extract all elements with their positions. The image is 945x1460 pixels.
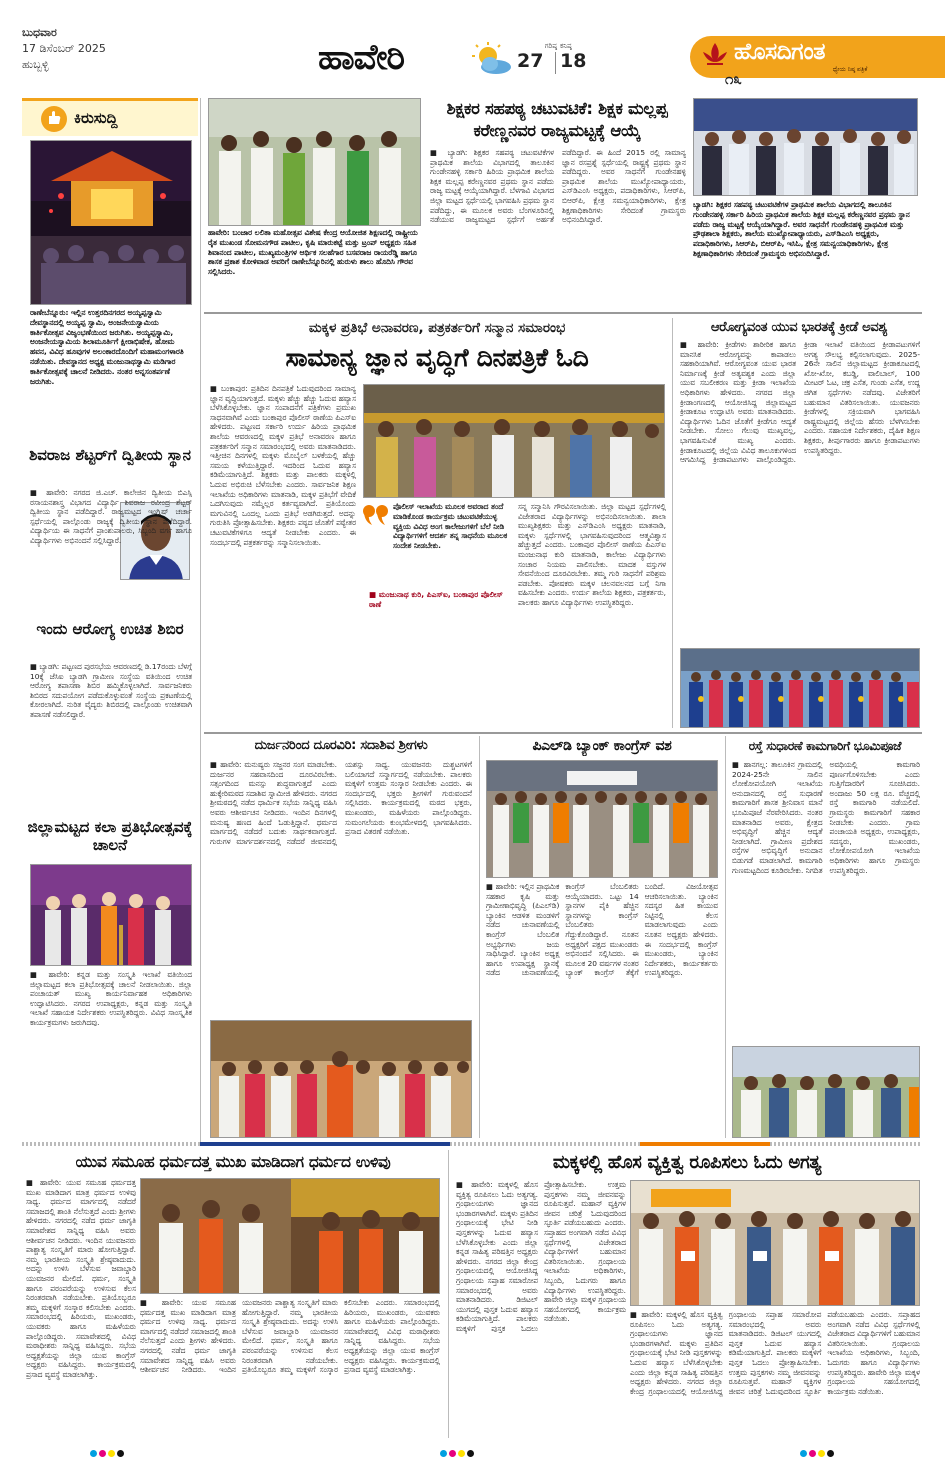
registration-dots-mid xyxy=(440,1442,476,1460)
registration-dots-left xyxy=(90,1442,126,1460)
quote-box xyxy=(363,502,513,612)
mid-headline: ಸಾಮಾನ್ಯ ಜ್ಞಾನ ವೃದ್ಧಿಗೆ ದಿನಪತ್ರಿಕೆ ಓದಿ xyxy=(285,343,589,372)
teacher-headline: ಶಿಕ್ಷಕರ ಸಹಪಠ್ಯ ಚಟುವಟಿಕೆ: ಶಿಕ್ಷಕ ಮಲ್ಲಪ್ಪ ಕರೇಣ್ಣನವರ ರಾಜ್ಯಮಟ್ಟಕ್ಕೆ ಆಯ್ಕೆ xyxy=(446,99,668,140)
award-caption: ಬ್ಯಾಡಗಿ: ಶಿಕ್ಷಕರ ಸಹಪಠ್ಯ ಚಟುವಟಿಕೆಗಳ ಪ್ರಾಥಮಿಕ ಶಾಲೆಯ ವಿಭಾಗದಲ್ಲಿ ತಾಲೂಕಿನ ಗುಂಡೇನಹಳ್ಳಿ ಸರ್ಕಾರಿ ಹಿರಿಯ ಪ್ರಾಥಮಿಕ ಶಾಲೆಯ ಶಿಕ್ಷಕ ಮಲ್ಲಪ್ಪ ಕರೇಣ್ಣನವರ ಪ್ರಥಮ ಸ್ಥಾನ ಪಡೆದು ರಾಜ್ಯ ಮಟ್ಟಕ್ಕೆ ಆಯ್ಕೆಯಾಗಿದ್ದಾರೆ. ಅವರ ಸಾಧನೆಗೆ ಗುಂಡೇನಹಳ್ಳಿ ಪ್ರಾಥಮಿಕ ಮತ್ತು ಪ್ರೌಢಶಾಲಾ ಶಿಕ್ಷಕರು, ಶಾಲೆಯ ಮುಖ್ಯೋಪಾಧ್ಯಾಯರು, ಎಸ್‌ಡಿಎಂಸಿ ಅಧ್ಯಕ್ಷರು, ಪದಾಧಿಕಾರಿಗಳು, ಸಿಆರ್‌ಪಿ, ಬಿಆರ್‌ಪಿ, ಇಸಿಓ, ಕ್ಷೇತ್ರ ಸಮನ್ವಯಾಧಿಕಾರಿಗಳು, ಕ್ಷೇತ್ರ ಶಿಕ್ಷಣಾಧಿಕಾರಿಗಳು ಸೇರಿದಂತೆ ಗ್ರಾಮಸ್ಥರು ಅಭಿನಂದಿಸಿದ್ದಾರೆ. xyxy=(693,200,910,258)
row3-headline-3: ರಸ್ತೆ ಸುಧಾರಣೆ ಕಾಮಗಾರಿಗೆ ಭೂಮಿಪೂಜೆ xyxy=(748,739,902,753)
story-shettar-title: ಶಿವರಾಜ ಶೆಟ್ಟರ್‌ಗೆ ದ್ವಿತೀಯ ಸ್ಥಾನ xyxy=(29,446,191,464)
city-title: ಹಾವೇರಿ xyxy=(318,37,405,78)
bottom-headline-2: ಮಕ್ಕಳಲ್ಲಿ ಹೊಸ ವ್ಯಕ್ತಿತ್ವ ರೂಪಿಸಲು ಓದು ಅಗತ್ಯ xyxy=(552,1152,822,1173)
teacher-body: ■ ಬ್ಯಾಡಗಿ: ಶಿಕ್ಷಕರ ಸಹಪಠ್ಯ ಚಟುವಟಿಕೆಗಳ ಪ್ರಾಥಮಿಕ ಶಾಲೆಯ ವಿಭಾಗದಲ್ಲಿ ತಾಲೂಕಿನ ಗುಂಡೇನಹಳ್ಳಿ ಸರ್ಕಾರಿ ಹಿರಿಯ ಪ್ರಾಥಮಿಕ ಶಾಲೆಯ ಶಿಕ್ಷಕ ಮಲ್ಲಪ್ಪ ಕರೇಣ್ಣನವರ ಪ್ರಥಮ ಸ್ಥಾನ ಪಡೆದು ರಾಜ್ಯ ಮಟ್ಟಕ್ಕೆ ಆಯ್ಕೆಯಾಗಿದ್ದಾರೆ. ಬೆಳಗಾವಿ ವಿಭಾಗದ ಜಿಲ್ಲಾ ಮಟ್ಟದ ಸ್ಪರ್ಧೆಯಲ್ಲಿ ಭಾಗವಹಿಸಿ ಪ್ರಥಮ ಸ್ಥಾನ ಪಡೆದಿದ್ದು, ಈ ಮೂಲಕ ಅವರು ಬೆಂಗಳೂರಿನಲ್ಲಿ ನಡೆಯುವ ರಾಜ್ಯಮಟ್ಟದ ಸ್ಪರ್ಧೆಗೆ ಅರ್ಹತೆ ಪಡೆದಿದ್ದಾರೆ. ಈ ಹಿಂದೆ 2015 ರಲ್ಲಿ ಸಾಮಾನ್ಯ ಜ್ಞಾನ ರಸಪ್ರಶ್ನೆ ಸ್ಪರ್ಧೆಯಲ್ಲಿ ರಾಷ್ಟ್ರಕ್ಕೆ ಪ್ರಥಮ ಸ್ಥಾನ ಪಡೆದಿದ್ದರು. ಅವರ ಸಾಧನೆಗೆ ಗುಂಡೇನಹಳ್ಳಿ ಪ್ರಾಥಮಿಕ ಶಾಲೆಯ ಮುಖ್ಯೋಪಾಧ್ಯಾಯರು, ಎಸ್‌ಡಿಎಂಸಿ ಅಧ್ಯಕ್ಷರು, ಪದಾಧಿಕಾರಿಗಳು, ಸಿಆರ್‌ಪಿ, ಬಿಆರ್‌ಪಿ, ಕ್ಷೇತ್ರ ಸಮನ್ವಯಾಧಿಕಾರಿಗಳು, ಕ್ಷೇತ್ರ ಶಿಕ್ಷಣಾಧಿಕಾರಿಗಳು ಸೇರಿದಂತೆ ಗ್ರಾಮಸ್ಥರು ಅಭಿನಂದಿಸಿದ್ದಾರೆ. xyxy=(430,148,686,225)
weather-min xyxy=(560,42,600,72)
quote-mark-icon xyxy=(363,504,389,526)
row3-body-1: ■ ಹಾವೇರಿ: ಮನುಷ್ಯರು ಸಜ್ಜನರ ಸಂಗ ಮಾಡಬೇಕು. ದುರ್ಜನರ ಸಹವಾಸದಿಂದ ದೂರವಿರಬೇಕು. ಸತ್ಸಂಗದಿಂದ ಮನಸ್ಸು ಶುದ್ಧವಾಗುತ್ತದೆ ಎಂದು ಹುಕ್ಕೇರಿಮಠದ ಸದಾಶಿವ ಸ್ವಾಮೀಜಿ ಹೇಳಿದರು. ನಗರದ ಶ್ರೀಮಠದಲ್ಲಿ ನಡೆದ ಧಾರ್ಮಿಕ ಸಭೆಯ ಸಾನ್ನಿಧ್ಯ ವಹಿಸಿ ಅವರು ಆಶೀರ್ವಚನ ನೀಡಿದರು. ಇಂದಿನ ದಿನಗಳಲ್ಲಿ ಮನುಷ್ಯ ಹಣದ ಹಿಂದೆ ಓಡುತ್ತಿದ್ದಾನೆ. ಧರ್ಮದ ಮಾರ್ಗದಲ್ಲಿ ನಡೆದರೆ ಬದುಕು ಸಾರ್ಥಕವಾಗುತ್ತದೆ. ಗುರುಗಳ ಮಾರ್ಗದರ್ಶನದಲ್ಲಿ ನಡೆದರೆ ಜೀವನದಲ್ಲಿ ಯಶಸ್ಸು ಸಾಧ್ಯ. ಯುವಜನರು ದುಶ್ಚಟಗಳಿಗೆ ಬಲಿಯಾಗದೆ ಸನ್ಮಾರ್ಗದಲ್ಲಿ ನಡೆಯಬೇಕು. ಪಾಲಕರು ಮಕ್ಕಳಿಗೆ ಉತ್ತಮ ಸಂಸ್ಕಾರ ನೀಡಬೇಕು ಎಂದರು. ಈ ಸಂದರ್ಭದಲ್ಲಿ ಭಕ್ತರು ಶ್ರೀಗಳಿಗೆ ಗುರುವಂದನೆ ಸಲ್ಲಿಸಿದರು. ಕಾರ್ಯಕ್ರಮದಲ್ಲಿ ಮಠದ ಭಕ್ತರು, ಮುಖಂಡರು, ಮಹಿಳೆಯರು ಪಾಲ್ಗೊಂಡಿದ್ದರು. ಸುಮಂಗಲೆಯರು ಕುಂಭಮೇಳದಲ್ಲಿ ಭಾಗವಹಿಸಿದರು. ಪ್ರಸಾದ ವಿತರಣೆ ನಡೆಯಿತು. xyxy=(210,760,472,846)
date-label: 17 ಡಿಸೆಂಬರ್ 2025 xyxy=(22,42,106,55)
row3-body-2: ■ ಹಾವೇರಿ: ಇಲ್ಲಿನ ಪ್ರಾಥಮಿಕ ಸಹಕಾರ ಕೃಷಿ ಮತ್ತು ಗ್ರಾಮೀಣಾಭಿವೃದ್ಧಿ (ಪಿಎಲ್‌ಡಿ) ಬ್ಯಾಂಕಿನ ಆಡಳಿತ ಮಂಡಳಿಗೆ ನಡೆದ ಚುನಾವಣೆಯಲ್ಲಿ ಕಾಂಗ್ರೆಸ್ ಬೆಂಬಲಿತ ಅಭ್ಯರ್ಥಿಗಳು ಜಯ ಸಾಧಿಸಿದ್ದಾರೆ. ಬ್ಯಾಂಕಿನ ಅಧ್ಯಕ್ಷ ಹಾಗೂ ಉಪಾಧ್ಯಕ್ಷ ಸ್ಥಾನಕ್ಕೆ ನಡೆದ ಚುನಾವಣೆಯಲ್ಲಿ ಕಾಂಗ್ರೆಸ್ ಬೆಂಬಲಿತರು ಆಯ್ಕೆಯಾದರು. ಒಟ್ಟು 14 ಸ್ಥಾನಗಳ ಪೈಕಿ ಹೆಚ್ಚಿನ ಸ್ಥಾನಗಳನ್ನು ಕಾಂಗ್ರೆಸ್ ಬೆಂಬಲಿತರು ಗೆದ್ದುಕೊಂಡಿದ್ದಾರೆ. ನೂತನ ಅಧ್ಯಕ್ಷರಿಗೆ ಪಕ್ಷದ ಮುಖಂಡರು ಅಭಿನಂದನೆ ಸಲ್ಲಿಸಿದರು. ಈ ಮೂಲಕ 20 ವರ್ಷಗಳ ನಂತರ ಬ್ಯಾಂಕ್ ಕಾಂಗ್ರೆಸ್ ತೆಕ್ಕೆಗೆ ಬಂದಿದೆ. ವಿಜಯೋತ್ಸವ ಆಚರಿಸಲಾಯಿತು. ಬ್ಯಾಂಕಿನ ಸದಸ್ಯರ ಹಿತ ಕಾಯುವ ನಿಟ್ಟಿನಲ್ಲಿ ಕೆಲಸ ಮಾಡಲಾಗುವುದು ಎಂದು ನೂತನ ಅಧ್ಯಕ್ಷರು ಹೇಳಿದರು. ಈ ಸಂದರ್ಭದಲ್ಲಿ ಕಾಂಗ್ರೆಸ್ ಮುಖಂಡರು, ಬ್ಯಾಂಕಿನ ನಿರ್ದೇಶಕರು, ಕಾರ್ಯಕರ್ತರು ಉಪಸ್ಥಿತರಿದ್ದರು. xyxy=(486,882,718,978)
weather-max-value: 27 xyxy=(517,50,544,72)
registration-dots-right xyxy=(800,1442,836,1460)
kirusuddi-header xyxy=(22,98,198,136)
hand-point-icon xyxy=(40,105,68,133)
date-block xyxy=(22,26,152,72)
dharma-event-photo xyxy=(140,1178,440,1294)
sports-team-photo xyxy=(680,648,920,728)
story-shettar-body: ■ ಹಾವೇರಿ: ನಗರದ ಜಿ.ಎಚ್. ಕಾಲೇಜಿನ ದ್ವಿತೀಯ ಬಿಎಸ್ಸಿ ರಸಾಯನಶಾಸ್ತ್ರ ವಿಭಾಗದ ವಿದ್ಯಾರ್ಥಿ ಶಿವರಾಜ ರವೀಂದ್ರ ಶೆಟ್ಟರ್ ದ್ವಿತೀಯ ಸ್ಥಾನ ಪಡೆದಿದ್ದಾರೆ. ರಾಜ್ಯಮಟ್ಟದ ಇಂಗ್ಲಿಷ್ ಚರ್ಚಾ ಸ್ಪರ್ಧೆಯಲ್ಲಿ ಪಾಲ್ಗೊಂಡು ರಾಜ್ಯಕ್ಕೆ ದ್ವಿತೀಯ ಸ್ಥಾನ ಪಡೆದಿದ್ದಾರೆ. ವಿದ್ಯಾರ್ಥಿಯ ಈ ಸಾಧನೆಗೆ ಪ್ರಾಂಶುಪಾಲರು, ಸಿಬ್ಬಂದಿ ವರ್ಗ ಹಾಗೂ ವಿದ್ಯಾರ್ಥಿಗಳು ಅಭಿನಂದನೆ ಸಲ್ಲಿಸಿದ್ದಾರೆ. xyxy=(30,488,192,545)
felicitation-photo xyxy=(208,98,421,226)
award-photo xyxy=(693,98,918,196)
temple-night-photo xyxy=(30,140,192,305)
bottom-headline-1: ಯುವ ಸಮೂಹ ಧರ್ಮದತ್ತ ಮುಖ ಮಾಡಿದಾಗ ಧರ್ಮದ ಉಳಿವು xyxy=(75,1153,391,1171)
weather-max-label: ಗರಿಷ್ಠ xyxy=(544,42,557,50)
mid-kicker: ಮಕ್ಕಳ ಪ್ರತಿಭೆ ಅನಾವರಣ, ಪತ್ರಕರ್ತರಿಗೆ ಸನ್ಮಾನ ಸಮಾರಂಭ xyxy=(308,320,566,336)
mid-body-2: ಸನ್ನ ಸನ್ಮಾನಿಸಿ ಗೌರವಿಸಲಾಯಿತು. ಜಿಲ್ಲಾ ಮಟ್ಟದ ಸ್ಪರ್ಧೆಗಳಲ್ಲಿ ವಿಜೇತರಾದ ವಿದ್ಯಾರ್ಥಿಗಳನ್ನು ಅಭಿನಂದಿಸಲಾಯಿತು. ಶಾಲಾ ಮುಖ್ಯಶಿಕ್ಷಕರು ಮತ್ತು ಎಸ್‌ಡಿಎಂಸಿ ಅಧ್ಯಕ್ಷರು ಮಾತನಾಡಿ, ಮಕ್ಕಳು ಸ್ಪರ್ಧೆಗಳಲ್ಲಿ ಭಾಗವಹಿಸುವುದರಿಂದ ಆತ್ಮವಿಶ್ವಾಸ ಹೆಚ್ಚುತ್ತದೆ ಎಂದರು. ಬಂಕಾಪುರ ಪೊಲೀಸ್ ಠಾಣೆಯ ಪಿಎಸ್ಐ ಮಂಜುನಾಥ ಕುರಿ ಮಾತನಾಡಿ, ಕಾಲೇಜು ವಿದ್ಯಾರ್ಥಿಗಳು ಸಂಚಾರ ನಿಯಮ ಪಾಲಿಸಬೇಕು. ಮಾದಕ ವಸ್ತುಗಳ ಸೇವನೆಯಿಂದ ದೂರವಿರಬೇಕು. ತಮ್ಮ ಗುರಿ ಸಾಧನೆಗೆ ಪರಿಶ್ರಮ ಪಡಬೇಕು. ಪೋಷಕರು ಮಕ್ಕಳ ಚಲನವಲನದ ಬಗ್ಗೆ ನಿಗಾ ವಹಿಸಬೇಕು ಎಂದರು. ಉರ್ದು ಶಾಲೆಯ ಶಿಕ್ಷಕರು, ಪತ್ರಕರ್ತರು, ಪಾಲಕರು ಹಾಗೂ ವಿದ್ಯಾರ್ಥಿಗಳು ಉಪಸ್ಥಿತರಿದ್ದರು. xyxy=(518,502,666,607)
paper-name: ಹೊಸದಿಗಂತ xyxy=(734,38,825,65)
bottom-body-1: ■ ಹಾವೇರಿ: ಯುವ ಸಮೂಹ ಧರ್ಮದತ್ತ ಮುಖ ಮಾಡಿದಾಗ ಮಾತ್ರ ಧರ್ಮದ ಉಳಿವು ಸಾಧ್ಯ. ಧರ್ಮದ ಮಾರ್ಗದಲ್ಲಿ ನಡೆದರೆ ಸಮಾಜದಲ್ಲಿ ಶಾಂತಿ ನೆಲೆಸುತ್ತದೆ ಎಂದು ಶ್ರೀಗಳು ಹೇಳಿದರು. ನಗರದಲ್ಲಿ ನಡೆದ ಧರ್ಮ ಜಾಗೃತಿ ಸಮಾವೇಶದ ಸಾನ್ನಿಧ್ಯ ವಹಿಸಿ ಅವರು ಆಶೀರ್ವಚನ ನೀಡಿದರು. ಇಂದಿನ ಯುವಜನರು ಪಾಶ್ಚಾತ್ಯ ಸಂಸ್ಕೃತಿಗೆ ಮಾರು ಹೋಗುತ್ತಿದ್ದಾರೆ. ನಮ್ಮ ಭಾರತೀಯ ಸಂಸ್ಕೃತಿ ಶ್ರೇಷ್ಠವಾದುದು. ಅದನ್ನು ಉಳಿಸಿ ಬೆಳೆಸುವ ಜವಾಬ್ದಾರಿ ಯುವಜನರ ಮೇಲಿದೆ. ಧರ್ಮ, ಸಂಸ್ಕೃತಿ ಹಾಗೂ ಪರಂಪರೆಯನ್ನು ಉಳಿಸುವ ಕೆಲಸ ನಿರಂತರವಾಗಿ ನಡೆಯಬೇಕು. ಪ್ರತಿಯೊಬ್ಬರೂ ತಮ್ಮ ಮಕ್ಕಳಿಗೆ ಸಂಸ್ಕಾರ ಕಲಿಸಬೇಕು ಎಂದರು. ಸಮಾರಂಭದಲ್ಲಿ ಹಿರಿಯರು, ಮುಖಂಡರು, ಯುವಕರು ಹಾಗೂ ಮಹಿಳೆಯರು ಪಾಲ್ಗೊಂಡಿದ್ದರು. ಸಮಾವೇಶದಲ್ಲಿ ವಿವಿಧ ಮಠಾಧೀಶರು ಸಾನ್ನಿಧ್ಯ ವಹಿಸಿದ್ದರು. ಸಭೆಯ ಅಧ್ಯಕ್ಷತೆಯನ್ನು ಜಿಲ್ಲಾ ಯುವ ಕಾಂಗ್ರೆಸ್ ಅಧ್ಯಕ್ಷರು ವಹಿಸಿದ್ದರು. ಕಾರ್ಯಕ್ರಮದಲ್ಲಿ ಪ್ರಸಾದ ವ್ಯವಸ್ಥೆ ಮಾಡಲಾಗಿತ್ತು. xyxy=(26,1178,136,1379)
lotus-icon xyxy=(700,40,730,68)
mid-body-1: ■ ಬಂಕಾಪುರ: ಪ್ರತಿದಿನ ದಿನಪತ್ರಿಕೆ ಓದುವುದರಿಂದ ಸಾಮಾನ್ಯ ಜ್ಞಾನ ವೃದ್ಧಿಯಾಗುತ್ತದೆ. ಮಕ್ಕಳು ಹೆಚ್ಚು ಹೆಚ್ಚು ಓದುವ ಹವ್ಯಾಸ ಬೆಳೆಸಿಕೊಳ್ಳಬೇಕು. ಜ್ಞಾನ ಸಂಪಾದನೆಗೆ ಪತ್ರಿಕೆಗಳು ಪ್ರಮುಖ ಸಾಧನವಾಗಿವೆ ಎಂದು ಬಂಕಾಪುರ ಪೊಲೀಸ್ ಠಾಣೆಯ ಪಿಎಸ್ಐ ಹೇಳಿದರು. ಪಟ್ಟಣದ ಸರ್ಕಾರಿ ಉರ್ದು ಹಿರಿಯ ಪ್ರಾಥಮಿಕ ಶಾಲೆಯ ಆವರಣದಲ್ಲಿ ಮಕ್ಕಳ ಪ್ರತಿಭೆ ಅನಾವರಣ ಹಾಗೂ ಪತ್ರಕರ್ತರಿಗೆ ಸನ್ಮಾನ ಸಮಾರಂಭದಲ್ಲಿ ಅವರು ಮಾತನಾಡಿದರು. ಇತ್ತೀಚಿನ ದಿನಗಳಲ್ಲಿ ಮಕ್ಕಳು ಮೊಬೈಲ್ ಬಳಕೆಯಲ್ಲಿ ಹೆಚ್ಚು ಸಮಯ ಕಳೆಯುತ್ತಿದ್ದಾರೆ. ಇದರಿಂದ ಓದುವ ಹವ್ಯಾಸ ಕಡಿಮೆಯಾಗುತ್ತಿದೆ. ಶಿಕ್ಷಕರು ಮತ್ತು ಪಾಲಕರು ಮಕ್ಕಳಲ್ಲಿ ಓದುವ ಅಭಿರುಚಿ ಬೆಳೆಸಬೇಕು ಎಂದರು. ಸಾರ್ವಜನಿಕ ಶಿಕ್ಷಣ ಇಲಾಖೆಯ ಅಧಿಕಾರಿಗಳು ಮಾತನಾಡಿ, ಮಕ್ಕಳ ಪ್ರತಿಭೆಗೆ ವೇದಿಕೆ ಒದಗಿಸುವುದು ನಮ್ಮೆಲ್ಲರ ಕರ್ತವ್ಯವಾಗಿದೆ. ಪ್ರತಿಯೊಂದು ಮಗುವಿನಲ್ಲಿ ಒಂದಲ್ಲ ಒಂದು ಪ್ರತಿಭೆ ಅಡಗಿರುತ್ತದೆ. ಅದನ್ನು ಗುರುತಿಸಿ ಪ್ರೋತ್ಸಾಹಿಸಬೇಕು. ಶಿಕ್ಷಕರು ಪಠ್ಯದ ಜೊತೆಗೆ ಪಠ್ಯೇತರ ಚಟುವಟಿಕೆಗಳಿಗೂ ಆದ್ಯತೆ ನೀಡಬೇಕು ಎಂದರು. ಈ ಸಂದರ್ಭದಲ್ಲಿ ಪತ್ರಕರ್ತರನ್ನು ಸನ್ಮಾನಿಸಲಾಯಿತು. xyxy=(210,384,356,547)
weather-min-label: ಕನಿಷ್ಠ xyxy=(560,42,572,50)
kirusuddi-caption: ರಾಣೇಬೆನ್ನೂರು: ಇಲ್ಲಿನ ಉತ್ತರದಿನಗರದ ಅಯ್ಯಪ್ಪಸ್ವಾಮಿ ದೇವಸ್ಥಾನದಲ್ಲಿ ಅಯ್ಯಪ್ಪ ಸ್ವಾಮಿ, ಅಂಜನೇಯಸ್ವಾಮಿಯ ಕಾರ್ತಿಕೋತ್ಸವ ವಿಜೃಂಭಣೆಯಿಂದ ಜರುಗಿತು. ಅಯ್ಯಪ್ಪಸ್ವಾಮಿ, ಅಂಜನೇಯಸ್ವಾಮಿಯ ಶಿಲಾಮೂರ್ತಿಗೆ ಕ್ಷೀರಾಭಿಷೇಕ, ಹೋಮ ಹವನ, ವಿವಿಧ ಹೂವುಗಳ ಅಲಂಕಾರದೊಂದಿಗೆ ಮಹಾಮಂಗಳಾರತಿ ನಡೆಯಿತು. ದೇವಸ್ಥಾನದ ಅಧ್ಯಕ್ಷ ಮಂಜುನಾಥಸ್ವಾಮಿ ಮಡಿಗಾರ ಕಾರ್ತಿಕೋತ್ಸವಕ್ಕೆ ಚಾಲನೆ ನೀಡಿದರು. ನಂತರ ಅನ್ನಸಂತರ್ಪಣೆ ಜರುಗಿತು. xyxy=(30,308,184,386)
story-health-body: ■ ಬ್ಯಾಡಗಿ: ಪಟ್ಟಣದ ಪುರಸಭೆಯ ಆವರಣದಲ್ಲಿ ಡಿ.17ರಂದು ಬೆಳಗ್ಗೆ 10ಕ್ಕೆ ಜೆಸಿಐ ಬ್ಯಾಡಗಿ ಗ್ರಾಮೀಣ ಸಂಸ್ಥೆಯ ವತಿಯಿಂದ ಉಚಿತ ಆರೋಗ್ಯ ತಪಾಸಣಾ ಶಿಬಿರ ಹಮ್ಮಿಕೊಳ್ಳಲಾಗಿದೆ. ಸಾರ್ವಜನಿಕರು ಶಿಬಿರದ ಸದುಪಯೋಗ ಪಡೆದುಕೊಳ್ಳುವಂತೆ ಸಂಸ್ಥೆಯ ಪ್ರಕಟಣೆಯಲ್ಲಿ ಕೋರಲಾಗಿದೆ. ನುರಿತ ವೈದ್ಯರು ಶಿಬಿರದಲ್ಲಿ ಪಾಲ್ಗೊಂಡು ಉಚಿತವಾಗಿ ತಪಾಸಣೆ ನಡೆಸಲಿದ್ದಾರೆ. xyxy=(30,662,192,719)
story-art-title: ಜಿಲ್ಲಾಮಟ್ಟದ ಕಲಾ ಪ್ರತಿಭೋತ್ಸವಕ್ಕೆ ಚಾಲನೆ xyxy=(27,818,193,854)
kirusuddi-title: ಕಿರುಸುದ್ದಿ xyxy=(74,109,118,127)
groundbreaking-photo xyxy=(732,1046,920,1138)
quote-byline: ■ ಮಂಜುನಾಥ ಕುರಿ, ಪಿಎಸ್ಐ, ಬಂಕಾಪುರ ಪೊಲೀಸ್ ಠಾಣೆ xyxy=(369,590,503,609)
row3-headline-2: ಪಿಎಲ್‌ಡಿ ಬ್ಯಾಂಕ್ ಕಾಂಗ್ರೆಸ್ ವಶ xyxy=(532,738,672,754)
bottom-body-2b xyxy=(630,1310,920,1436)
swamiji-gathering-photo xyxy=(210,1020,472,1138)
bottom-body-1b xyxy=(140,1298,440,1436)
bottom-rule-accent-2 xyxy=(640,1142,770,1146)
masthead xyxy=(0,0,945,92)
felicitation-caption: ಹಾವೇರಿ: ಬಂಜಾರ ಲಲಿತಾ ಮಹೋತ್ಸವ ವಿಶೇಷ ಕೇಂದ್ರ ಆಯೋಜಿತ ಶಿಕ್ಷಣದಲ್ಲಿ ರಾಷ್ಟ್ರೀಯ ರೈತ ಮುಖಂಡ ಸೋಮನಗೌಡ ಪಾಟೀಲ, ಕೃಷಿ ಮಾರುಕಟ್ಟೆ ಮತ್ತು ಟ್ರಂಪ್ ಅಧ್ಯಕ್ಷರು ಸಹಿತ ಶಿವಾನಂದ ಪಾಟೀಲ, ಮುಖ್ಯಮಂತ್ರಿಗಳ ಆರ್ಥಿಕ ಸಲಹೆಗಾರ ಬಸವರಾಜ ರಾಯರೆಡ್ಡಿ ಹಾಗೂ ಶಾಸಕ ಪ್ರಕಾಶ ಕೋಳಿವಾಡ ಅವರಿಗೆ ರಾಣೇಬೆನ್ನೂರಿನಲ್ಲಿ ಹುರುಳು ಶಾಲು ಹೊದಿಸಿ ಗೌರವ ಸಲ್ಲಿಸಿದರು. xyxy=(208,228,418,277)
sports-headline: ಆರೋಗ್ಯವಂತ ಯುವ ಭಾರತಕ್ಕೆ ಕ್ರೀಡೆ ಅವಶ್ಯ xyxy=(710,320,888,335)
sports-body: ■ ಹಾವೇರಿ: ಕ್ರೀಡೆಗಳು ಶಾರೀರಿಕ ಹಾಗೂ ಮಾನಸಿಕ ಆರೋಗ್ಯವನ್ನು ಕಾಪಾಡಲು ಸಹಕಾರಿಯಾಗಿವೆ. ಆರೋಗ್ಯವಂತ ಯುವ ಭಾರತ ನಿರ್ಮಾಣಕ್ಕೆ ಕ್ರೀಡೆ ಅತ್ಯವಶ್ಯಕ ಎಂದು ಜಿಲ್ಲಾ ಯುವ ಸಬಲೀಕರಣ ಮತ್ತು ಕ್ರೀಡಾ ಇಲಾಖೆಯ ಅಧಿಕಾರಿಗಳು ಹೇಳಿದರು. ನಗರದ ಜಿಲ್ಲಾ ಕ್ರೀಡಾಂಗಣದಲ್ಲಿ ಆಯೋಜಿಸಿದ್ದ ಜಿಲ್ಲಾಮಟ್ಟದ ಕ್ರೀಡಾಕೂಟ ಉದ್ಘಾಟಿಸಿ ಅವರು ಮಾತನಾಡಿದರು. ವಿದ್ಯಾರ್ಥಿಗಳು ಓದಿನ ಜೊತೆಗೆ ಕ್ರೀಡೆಗೂ ಆದ್ಯತೆ ನೀಡಬೇಕು. ಸೋಲು ಗೆಲುವು ಮುಖ್ಯವಲ್ಲ, ಭಾಗವಹಿಸುವಿಕೆ ಮುಖ್ಯ ಎಂದರು. ಕ್ರೀಡಾಕೂಟದಲ್ಲಿ ಜಿಲ್ಲೆಯ ವಿವಿಧ ತಾಲೂಕುಗಳಿಂದ ಆಗಮಿಸಿದ್ದ ಕ್ರೀಡಾಪಟುಗಳು ಪಾಲ್ಗೊಂಡಿದ್ದರು. ಕ್ರೀಡಾ ಇಲಾಖೆ ವತಿಯಿಂದ ಕ್ರೀಡಾಪಟುಗಳಿಗೆ ಅಗತ್ಯ ಸೌಲಭ್ಯ ಕಲ್ಪಿಸಲಾಗುವುದು. 2025-26ನೇ ಸಾಲಿನ ಜಿಲ್ಲಾಮಟ್ಟದ ಕ್ರೀಡಾಕೂಟದಲ್ಲಿ ಖೋ-ಖೋ, ಕಬಡ್ಡಿ, ವಾಲಿಬಾಲ್, 100 ಮೀಟರ್ ಓಟ, ಚಕ್ರ ಎಸೆತ, ಗುಂಡು ಎಸೆತ, ಉದ್ದ ಜಿಗಿತ ಸ್ಪರ್ಧೆಗಳು ನಡೆದವು. ವಿಜೇತರಿಗೆ ಬಹುಮಾನ ವಿತರಿಸಲಾಯಿತು. ಯುವಜನರು ಕ್ರೀಡೆಗಳಲ್ಲಿ ಸಕ್ರಿಯವಾಗಿ ಭಾಗವಹಿಸಿ ರಾಷ್ಟ್ರಮಟ್ಟದಲ್ಲಿ ಜಿಲ್ಲೆಯ ಹೆಸರು ಬೆಳಗಿಸಬೇಕು ಎಂದರು. ಸಹಾಯಕ ನಿರ್ದೇಶಕರು, ದೈಹಿಕ ಶಿಕ್ಷಣ ಶಿಕ್ಷಕರು, ತೀರ್ಪುಗಾರರು ಹಾಗೂ ಕ್ರೀಡಾಪಟುಗಳು ಉಪಸ್ಥಿತರಿದ್ದರು. xyxy=(680,340,920,465)
weather-icon xyxy=(470,42,514,76)
edition-place: ಹುಬ್ಬಳ್ಳಿ xyxy=(22,58,49,71)
quote-text: ಪೊಲೀಸ್ ಇಲಾಖೆಯ ಮೂಲಕ ಅವರಾದ ತಂದೆ ಮಾಡಿಕೊಂಡ ಕಾರ್ಯಕ್ರಮ ಚಟುವಟಿಕೆಯುಳ್ಳ ವ್ಯಕ್ತಿಯ ವಿವಿಧ ಅಂಗ ಕಾಲೇಜುಗಳಿಗೆ ಬೆಲೆ ನೀಡಿ ವಿದ್ಯಾರ್ಥಿಗಳಿಗೆ ಆದರ್ಶ ತನ್ನ ಸಾಧನೆಯ ಮೂಲಕ ಸಂದೇಶ ನೀಡಬೇಕು. xyxy=(393,502,508,551)
bottom-rule xyxy=(22,1142,920,1146)
page-number: ೧೩ xyxy=(725,70,742,88)
bank-victory-photo xyxy=(486,760,718,878)
bottom-rule-accent xyxy=(200,1142,450,1146)
weather-min-value: 18 xyxy=(560,50,587,72)
lamp-lighting-photo xyxy=(30,864,192,966)
bottom-body-2: ■ ಹಾವೇರಿ: ಮಕ್ಕಳಲ್ಲಿ ಹೊಸ ವ್ಯಕ್ತಿತ್ವ ರೂಪಿಸಲು ಓದು ಅತ್ಯಗತ್ಯ. ಗ್ರಂಥಾಲಯಗಳು ಜ್ಞಾನದ ಭಂಡಾರಗಳಾಗಿವೆ. ಮಕ್ಕಳು ಪ್ರತಿದಿನ ಗ್ರಂಥಾಲಯಕ್ಕೆ ಭೇಟಿ ನೀಡಿ ಪುಸ್ತಕಗಳನ್ನು ಓದುವ ಹವ್ಯಾಸ ಬೆಳೆಸಿಕೊಳ್ಳಬೇಕು ಎಂದು ಜಿಲ್ಲಾ ಕನ್ನಡ ಸಾಹಿತ್ಯ ಪರಿಷತ್ತಿನ ಅಧ್ಯಕ್ಷರು ಹೇಳಿದರು. ನಗರದ ಜಿಲ್ಲಾ ಕೇಂದ್ರ ಗ್ರಂಥಾಲಯದಲ್ಲಿ ಆಯೋಜಿಸಿದ್ದ ಗ್ರಂಥಾಲಯ ಸಪ್ತಾಹ ಸಮಾರೋಪ ಸಮಾರಂಭದಲ್ಲಿ ಅವರು ಮಾತನಾಡಿದರು. ಡಿಜಿಟಲ್ ಯುಗದಲ್ಲಿ ಪುಸ್ತಕ ಓದುವ ಹವ್ಯಾಸ ಕಡಿಮೆಯಾಗುತ್ತಿದೆ. ಪಾಲಕರು ಮಕ್ಕಳಿಗೆ ಪುಸ್ತಕ ಓದಲು ಪ್ರೋತ್ಸಾಹಿಸಬೇಕು. ಉತ್ತಮ ಪುಸ್ತಕಗಳು ನಮ್ಮ ಜೀವನವನ್ನು ರೂಪಿಸುತ್ತವೆ. ಮಹಾನ್ ವ್ಯಕ್ತಿಗಳ ಜೀವನ ಚರಿತ್ರೆ ಓದುವುದರಿಂದ ಸ್ಫೂರ್ತಿ ಪಡೆಯಬಹುದು ಎಂದರು. ಸಪ್ತಾಹದ ಅಂಗವಾಗಿ ನಡೆದ ವಿವಿಧ ಸ್ಪರ್ಧೆಗಳಲ್ಲಿ ವಿಜೇತರಾದ ವಿದ್ಯಾರ್ಥಿಗಳಿಗೆ ಬಹುಮಾನ ವಿತರಿಸಲಾಯಿತು. ಗ್ರಂಥಾಲಯ ಇಲಾಖೆಯ ಅಧಿಕಾರಿಗಳು, ಸಿಬ್ಬಂದಿ, ಓದುಗರು ಹಾಗೂ ವಿದ್ಯಾರ್ಥಿಗಳು ಉಪಸ್ಥಿತರಿದ್ದರು. ಹಾವೇರಿ ಜಿಲ್ಲಾ ಮಕ್ಕಳ ಗ್ರಂಥಾಲಯ ಸಹಯೋಗದಲ್ಲಿ ಕಾರ್ಯಕ್ರಮ ನಡೆಯಿತು. xyxy=(456,1180,626,1333)
bottom-body-2-cont: ■ ಹಾವೇರಿ: ಮಕ್ಕಳಲ್ಲಿ ಹೊಸ ವ್ಯಕ್ತಿತ್ವ ರೂಪಿಸಲು ಓದು ಅತ್ಯಗತ್ಯ. ಗ್ರಂಥಾಲಯಗಳು ಜ್ಞಾನದ ಭಂಡಾರಗಳಾಗಿವೆ. ಮಕ್ಕಳು ಪ್ರತಿದಿನ ಗ್ರಂಥಾಲಯಕ್ಕೆ ಭೇಟಿ ನೀಡಿ ಪುಸ್ತಕಗಳನ್ನು ಓದುವ ಹವ್ಯಾಸ ಬೆಳೆಸಿಕೊಳ್ಳಬೇಕು ಎಂದು ಜಿಲ್ಲಾ ಕನ್ನಡ ಸಾಹಿತ್ಯ ಪರಿಷತ್ತಿನ ಅಧ್ಯಕ್ಷರು ಹೇಳಿದರು. ನಗರದ ಜಿಲ್ಲಾ ಕೇಂದ್ರ ಗ್ರಂಥಾಲಯದಲ್ಲಿ ಆಯೋಜಿಸಿದ್ದ ಗ್ರಂಥಾಲಯ ಸಪ್ತಾಹ ಸಮಾರೋಪ ಸಮಾರಂಭದಲ್ಲಿ ಅವರು ಮಾತನಾಡಿದರು. ಡಿಜಿಟಲ್ ಯುಗದಲ್ಲಿ ಪುಸ್ತಕ ಓದುವ ಹವ್ಯಾಸ ಕಡಿಮೆಯಾಗುತ್ತಿದೆ. ಪಾಲಕರು ಮಕ್ಕಳಿಗೆ ಪುಸ್ತಕ ಓದಲು ಪ್ರೋತ್ಸಾಹಿಸಬೇಕು. ಉತ್ತಮ ಪುಸ್ತಕಗಳು ನಮ್ಮ ಜೀವನವನ್ನು ರೂಪಿಸುತ್ತವೆ. ಮಹಾನ್ ವ್ಯಕ್ತಿಗಳ ಜೀವನ ಚರಿತ್ರೆ ಓದುವುದರಿಂದ ಸ್ಫೂರ್ತಿ ಪಡೆಯಬಹುದು ಎಂದರು. ಸಪ್ತಾಹದ ಅಂಗವಾಗಿ ನಡೆದ ವಿವಿಧ ಸ್ಪರ್ಧೆಗಳಲ್ಲಿ ವಿಜೇತರಾದ ವಿದ್ಯಾರ್ಥಿಗಳಿಗೆ ಬಹುಮಾನ ವಿತರಿಸಲಾಯಿತು. ಗ್ರಂಥಾಲಯ ಇಲಾಖೆಯ ಅಧಿಕಾರಿಗಳು, ಸಿಬ್ಬಂದಿ, ಓದುಗರು ಹಾಗೂ ವಿದ್ಯಾರ್ಥಿಗಳು ಉಪಸ್ಥಿತರಿದ್ದರು. ಹಾವೇರಿ ಜಿಲ್ಲಾ ಮಕ್ಕಳ ಗ್ರಂಥಾಲಯ ಸಹಯೋಗದಲ್ಲಿ ಕಾರ್ಯಕ್ರಮ ನಡೆಯಿತು. xyxy=(630,1310,920,1396)
story-health-title: ಇಂದು ಆರೋಗ್ಯ ಉಚಿತ ಶಿಬಿರ xyxy=(36,620,184,638)
day-label: ಬುಧವಾರ xyxy=(22,26,57,39)
row3-headline-1: ದುರ್ಜನರಿಂದ ದೂರವಿರಿ: ಸದಾಶಿವ ಶ್ರೀಗಳು xyxy=(254,738,428,753)
story-art-body: ■ ಹಾವೇರಿ: ಕನ್ನಡ ಮತ್ತು ಸಂಸ್ಕೃತಿ ಇಲಾಖೆ ವತಿಯಿಂದ ಜಿಲ್ಲಾಮಟ್ಟದ ಕಲಾ ಪ್ರತಿಭೋತ್ಸವಕ್ಕೆ ಚಾಲನೆ ನೀಡಲಾಯಿತು. ಜಿಲ್ಲಾ ಪಂಚಾಯತ್ ಮುಖ್ಯ ಕಾರ್ಯನಿರ್ವಾಹಕ ಅಧಿಕಾರಿಗಳು ಉದ್ಘಾಟಿಸಿದರು. ನಗರದ ಉಪಾಧ್ಯಕ್ಷರು, ಕನ್ನಡ ಮತ್ತು ಸಂಸ್ಕೃತಿ ಇಲಾಖೆ ಸಹಾಯಕ ನಿರ್ದೇಶಕರು ಉಪಸ್ಥಿತರಿದ್ದರು. ವಿವಿಧ ಸಾಂಸ್ಕೃತಿಕ ಕಾರ್ಯಕ್ರಮಗಳು ಜರುಗಿದವು. xyxy=(30,970,192,1027)
row3-body-3: ■ ಹಾನಗಲ್ಲ: ತಾಲೂಕಿನ ಗ್ರಾಮದಲ್ಲಿ 2024-25ನೇ ಸಾಲಿನ ಲೋಕೋಪಯೋಗಿ ಇಲಾಖೆಯ ಅನುದಾನದಲ್ಲಿ ರಸ್ತೆ ಸುಧಾರಣೆ ಕಾಮಗಾರಿಗೆ ಶಾಸಕ ಶ್ರೀನಿವಾಸ ಮಾನೆ ಭೂಮಿಪೂಜೆ ನೆರವೇರಿಸಿದರು. ನಂತರ ಮಾತನಾಡಿದ ಅವರು, ಕ್ಷೇತ್ರದ ಅಭಿವೃದ್ಧಿಗೆ ಹೆಚ್ಚಿನ ಆದ್ಯತೆ ನೀಡಲಾಗಿದೆ. ಗ್ರಾಮೀಣ ಪ್ರದೇಶದ ರಸ್ತೆಗಳ ಅಭಿವೃದ್ಧಿಗೆ ಅನುದಾನ ಬಿಡುಗಡೆ ಮಾಡಲಾಗಿದೆ. ಕಾಮಗಾರಿ ಗುಣಮಟ್ಟದಿಂದ ಕೂಡಿರಬೇಕು. ನಿಗದಿತ ಅವಧಿಯಲ್ಲಿ ಕಾಮಗಾರಿ ಪೂರ್ಣಗೊಳಿಸಬೇಕು ಎಂದು ಗುತ್ತಿಗೆದಾರರಿಗೆ ಸೂಚಿಸಿದರು. ಅಂದಾಜು 50 ಲಕ್ಷ ರೂ. ವೆಚ್ಚದಲ್ಲಿ ರಸ್ತೆ ಕಾಮಗಾರಿ ನಡೆಯಲಿದೆ. ಗ್ರಾಮಸ್ಥರು ಕಾಮಗಾರಿಗೆ ಸಹಕಾರ ನೀಡಬೇಕು ಎಂದರು. ಗ್ರಾಮ ಪಂಚಾಯತಿ ಅಧ್ಯಕ್ಷರು, ಉಪಾಧ್ಯಕ್ಷರು, ಸದಸ್ಯರು, ಮುಖಂಡರು, ಲೋಕೋಪಯೋಗಿ ಇಲಾಖೆಯ ಅಧಿಕಾರಿಗಳು ಹಾಗೂ ಗ್ರಾಮಸ್ಥರು ಉಪಸ್ಥಿತರಿದ್ದರು. xyxy=(732,760,920,875)
library-event-photo xyxy=(630,1180,920,1306)
paper-tagline: ಧ್ಯೇಯ ನಿಷ್ಠ ಪತ್ರಿಕೆ xyxy=(832,66,868,73)
weather-max xyxy=(517,42,557,72)
bottom-body-1-cont: ■ ಹಾವೇರಿ: ಯುವ ಸಮೂಹ ಧರ್ಮದತ್ತ ಮುಖ ಮಾಡಿದಾಗ ಮಾತ್ರ ಧರ್ಮದ ಉಳಿವು ಸಾಧ್ಯ. ಧರ್ಮದ ಮಾರ್ಗದಲ್ಲಿ ನಡೆದರೆ ಸಮಾಜದಲ್ಲಿ ಶಾಂತಿ ನೆಲೆಸುತ್ತದೆ ಎಂದು ಶ್ರೀಗಳು ಹೇಳಿದರು. ನಗರದಲ್ಲಿ ನಡೆದ ಧರ್ಮ ಜಾಗೃತಿ ಸಮಾವೇಶದ ಸಾನ್ನಿಧ್ಯ ವಹಿಸಿ ಅವರು ಆಶೀರ್ವಚನ ನೀಡಿದರು. ಇಂದಿನ ಯುವಜನರು ಪಾಶ್ಚಾತ್ಯ ಸಂಸ್ಕೃತಿಗೆ ಮಾರು ಹೋಗುತ್ತಿದ್ದಾರೆ. ನಮ್ಮ ಭಾರತೀಯ ಸಂಸ್ಕೃತಿ ಶ್ರೇಷ್ಠವಾದುದು. ಅದನ್ನು ಉಳಿಸಿ ಬೆಳೆಸುವ ಜವಾಬ್ದಾರಿ ಯುವಜನರ ಮೇಲಿದೆ. ಧರ್ಮ, ಸಂಸ್ಕೃತಿ ಹಾಗೂ ಪರಂಪರೆಯನ್ನು ಉಳಿಸುವ ಕೆಲಸ ನಿರಂತರವಾಗಿ ನಡೆಯಬೇಕು. ಪ್ರತಿಯೊಬ್ಬರೂ ತಮ್ಮ ಮಕ್ಕಳಿಗೆ ಸಂಸ್ಕಾರ ಕಲಿಸಬೇಕು ಎಂದರು. ಸಮಾರಂಭದಲ್ಲಿ ಹಿರಿಯರು, ಮುಖಂಡರು, ಯುವಕರು ಹಾಗೂ ಮಹಿಳೆಯರು ಪಾಲ್ಗೊಂಡಿದ್ದರು. ಸಮಾವೇಶದಲ್ಲಿ ವಿವಿಧ ಮಠಾಧೀಶರು ಸಾನ್ನಿಧ್ಯ ವಹಿಸಿದ್ದರು. ಸಭೆಯ ಅಧ್ಯಕ್ಷತೆಯನ್ನು ಜಿಲ್ಲಾ ಯುವ ಕಾಂಗ್ರೆಸ್ ಅಧ್ಯಕ್ಷರು ವಹಿಸಿದ್ದರು. ಕಾರ್ಯಕ್ರಮದಲ್ಲಿ ಪ್ರಸಾದ ವ್ಯವಸ್ಥೆ ಮಾಡಲಾಗಿತ್ತು. xyxy=(140,1298,440,1375)
ceremony-photo xyxy=(363,384,665,498)
